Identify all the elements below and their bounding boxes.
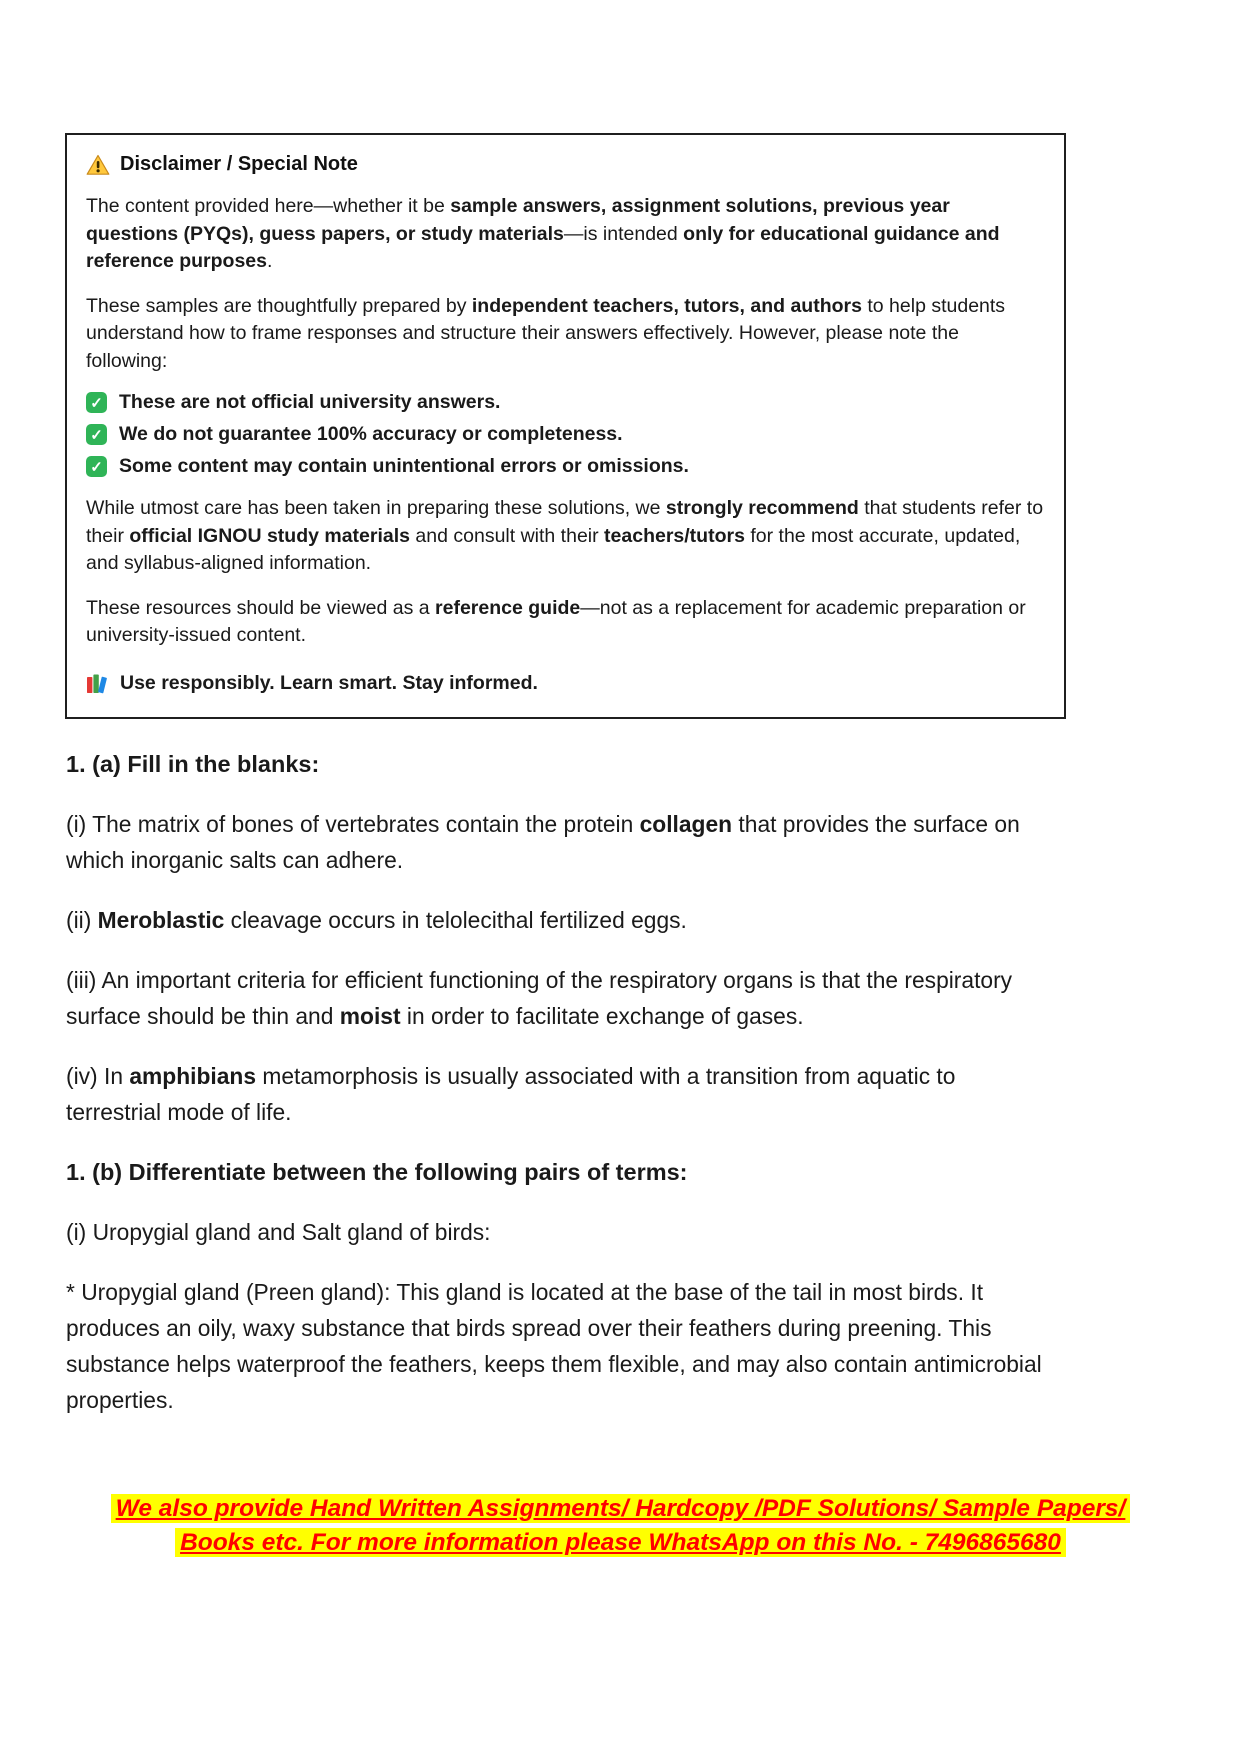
section-heading-1a: 1. (a) Fill in the blanks: [66,751,320,777]
document-body [66,746,1051,1442]
fill-blank-item-ii: (ii) Meroblastic cleavage occurs in telolecithal fertilized eggs. [66,907,687,933]
checklist-item-text: We do not guarantee 100% accuracy or completeness. [119,423,623,445]
checklist-row [86,423,1045,446]
disclaimer-paragraph-3: While utmost care has been taken in preparing these solutions, we strongly recommend that students refer to their official IGNOU study materials and consult with their teachers/tutors for the most accurate, updated, and syllabus-aligned information. [86,497,1044,574]
promo-line-1-text: We also provide Hand Written Assignments/ Hardcopy /PDF Solutions/ Sample Papers/ [111,1494,1131,1523]
usage-note-text: Use responsibly. Learn smart. Stay informed. [120,671,538,694]
checklist-item-text: Some content may contain unintentional errors or omissions. [119,455,689,477]
disclaimer-box [65,133,1066,719]
fill-blank-item-iv: (iv) In amphibians metamorphosis is usually associated with a transition from aquatic to terrestrial mode of life. [66,1063,956,1125]
promo-line-2-text: Books etc. For more information please WhatsApp on this No. - 7496865680 [175,1528,1066,1557]
disclaimer-paragraph-2: These samples are thoughtfully prepared by independent teachers, tutors, and authors to help students understand how to frame responses and structure their answers effectively. However, please note the following: [86,294,1006,372]
disclaimer-paragraph-1: The content provided here—whether it be sample answers, assignment solutions, previous year questions (PYQs), guess papers, or study materials—is intended only for educational guidance and reference purposes. [86,195,1000,272]
disclaimer-title: Disclaimer / Special Note [120,153,358,175]
fill-blank-item-i: (i) The matrix of bones of vertebrates contain the protein collagen that provides the surface on which inorganic salts can adhere. [66,811,1020,873]
promo-line-2 [0,1526,1241,1559]
checklist-row [86,391,1045,414]
checklist-row [86,455,1045,478]
fill-blank-item-iii: (iii) An important criteria for efficient functioning of the respiratory organs is that the respiratory surface should be thin and moist in order to facilitate exchange of gases. [66,967,1013,1029]
books-icon [86,673,109,694]
checklist-item-text: These are not official university answers. [119,391,501,413]
answer-paragraph: * Uropygial gland (Preen gland): This gland is located at the base of the tail in most birds. It produces an oily, waxy substance that birds spread over their feathers during preening. This substance helps waterproof the feathers, keeps them flexible, and may also contain antimicrobial properties. [66,1279,1042,1413]
promo-line-1 [0,1492,1241,1525]
pair-item: (i) Uropygial gland and Salt gland of birds: [66,1219,491,1245]
check-icon: ✓ [86,424,107,445]
check-icon: ✓ [86,456,107,477]
check-icon: ✓ [86,392,107,413]
disclaimer-paragraph-4: These resources should be viewed as a reference guide—not as a replacement for academic preparation or university-issued content. [86,596,1026,646]
usage-note-row [86,672,1045,695]
warning-icon [86,154,110,176]
promo-banner [0,1492,1241,1560]
disclaimer-title-row [86,153,1045,176]
section-heading-1b: 1. (b) Differentiate between the following pairs of terms: [66,1159,688,1185]
disclaimer-checklist [86,391,1045,478]
